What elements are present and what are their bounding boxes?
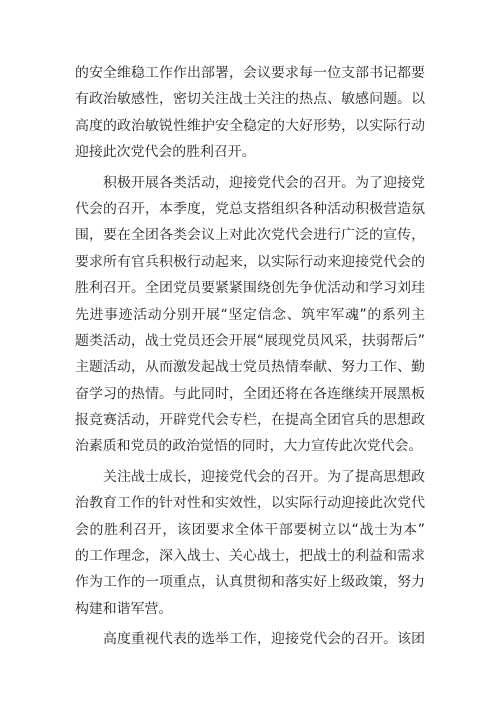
text-line: 的工作理念，深入战士、关心战士，把战士的利益和需求 [75,548,425,565]
text-line: 构建和谐军营。 [75,600,173,617]
paragraph-elections [75,626,425,652]
text-line: 积极开展各类活动，迎接党代会的召开。为了迎接党 [103,174,425,191]
text-line: 报竞赛活动，开辟党代会专栏，在提高全团官兵的思想政 [75,412,425,429]
paragraph-activities [75,170,425,460]
text-line: 关注战士成长，迎接党代会的召开。为了提高思想政 [103,468,425,485]
text-line: 围，要在全团各类会议上对此次党代会进行广泛的宣传， [75,227,425,244]
text-line: 有政治敏感性，密切关注战士关注的热点、敏感问题。以 [75,91,425,108]
text-line: 高度重视代表的选举工作，迎接党代会的召开。该团 [103,631,425,648]
text-line: 要求所有官兵积极行动起来，以实际行动来迎接党代会的 [75,253,425,270]
text-line: 胜利召开。全团党员要紧紧围绕创先争优活动和学习刘珪 [75,280,425,297]
text-line: 主题活动，从而激发起战士党员热情奉献、努力工作、勤 [75,359,425,376]
text-line: 奋学习的热情。与此同时，全团还将在各连继续开展黑板 [75,385,425,402]
text-line: 的安全维稳工作作出部署，会议要求每一位支部书记都要 [75,65,425,81]
paragraph-soldiers [75,464,425,622]
document-body [75,60,425,653]
text-line: 先进事迹活动分别开展“坚定信念、筑牢军魂”的系列主 [75,306,425,323]
text-line: 治教育工作的针对性和实效性，以实际行动迎接此次党代 [75,495,425,512]
text-line: 代会的召开，本季度，党总支搭组织各种活动积极营造氛 [75,200,425,217]
text-line: 会的胜利召开，该团要求全体干部要树立以“战士为本” [75,521,425,538]
text-line: 治素质和党员的政治觉悟的同时，大力宣传此次党代会。 [75,438,423,455]
paragraph-security-continued [75,60,425,166]
text-line: 高度的政治敏锐性维护安全稳定的大好形势，以实际行动 [75,117,425,134]
text-line: 题类活动，战士党员还会开展“展现党员风采，扶弱帮后” [75,332,425,349]
text-line: 作为工作的一项重点，认真贯彻和落实好上级政策，努力 [75,574,425,591]
text-line: 迎接此次党代会的胜利召开。 [75,144,256,161]
